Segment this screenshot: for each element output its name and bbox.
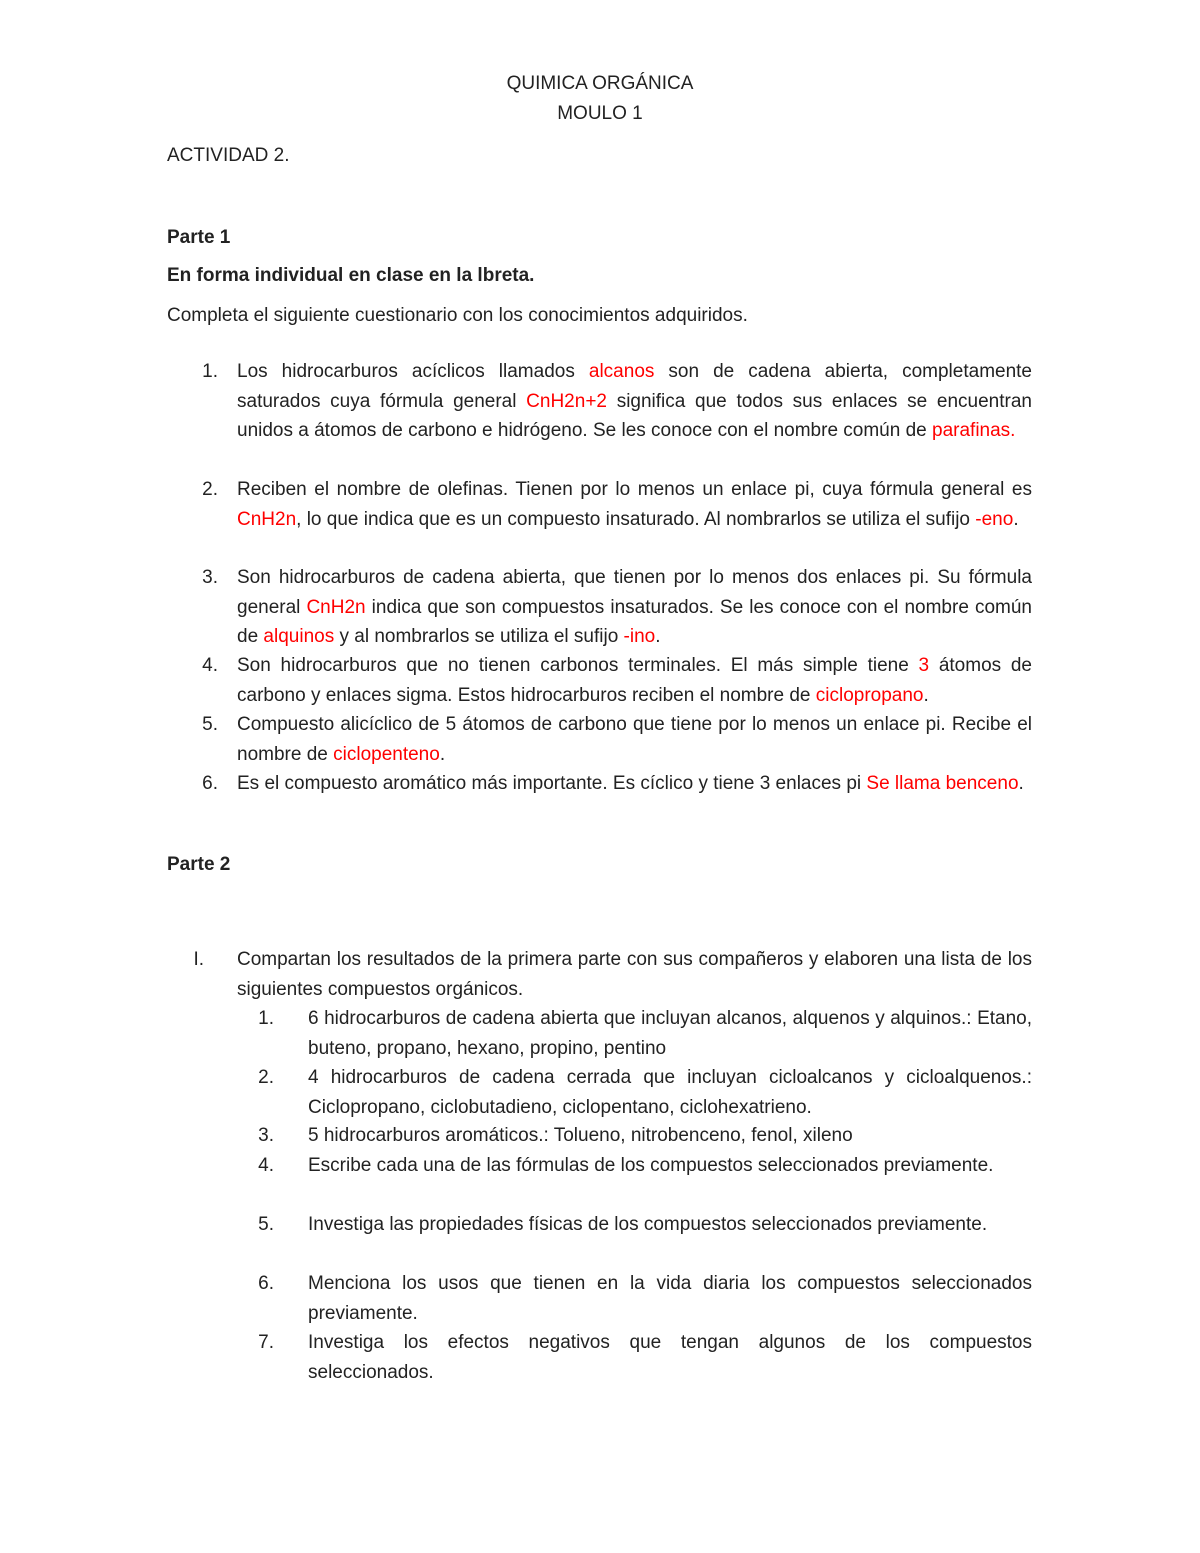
list-item: Compartan los resultados de la primera parte con sus compañeros y elaboren una lista de los siguientes compuestos orgánicos. <box>237 949 1032 1000</box>
document-subtitle: MOULO 1 <box>557 103 643 124</box>
document-title: QUIMICA ORGÁNICA <box>506 73 694 94</box>
list-number: 5. <box>258 1214 274 1235</box>
list-number: 3. <box>202 567 218 588</box>
answer-text: parafinas. <box>932 420 1016 441</box>
roman-numeral: I. <box>193 949 204 970</box>
list-number: 6. <box>258 1273 274 1294</box>
list-item: Compuesto alicíclico de 5 átomos de carbono que tiene por lo menos un enlace pi. Recibe el nombre de ciclopenteno. <box>237 714 1032 765</box>
answer-text: -eno <box>975 508 1014 530</box>
list-number: 4. <box>258 1155 274 1176</box>
answer-text: 3 <box>918 655 930 676</box>
answer-text: ciclopropano <box>815 684 924 706</box>
list-item: Son hidrocarburos de cadena abierta, que tienen por lo menos dos enlaces pi. Su fórmula general CnH2n indica que son compuestos insaturados. Se les conoce con el nombre común de alquinos y al nombrarlos se utiliza el sufijo -ino. <box>237 567 1032 647</box>
answer-text: CnH2n <box>306 596 366 618</box>
answer-text: CnH2n+2 <box>526 390 607 412</box>
list-number: 2. <box>202 479 218 500</box>
list-number: 3. <box>258 1125 274 1146</box>
list-number: 4. <box>202 655 218 676</box>
answer-text: alcanos <box>588 361 655 382</box>
list-number: 1. <box>202 361 218 382</box>
list-number: 1. <box>258 1008 274 1029</box>
list-item: 5 hidrocarburos aromáticos.: Tolueno, nitrobenceno, fenol, xileno <box>308 1125 853 1146</box>
list-item: Menciona los usos que tienen en la vida diaria los compuestos seleccionados previamente. <box>308 1273 1032 1324</box>
answer-text: ciclopenteno <box>333 743 440 765</box>
list-item: Investiga los efectos negativos que tengan algunos de los compuestos seleccionados. <box>308 1332 1032 1383</box>
list-number: 7. <box>258 1332 274 1353</box>
activity-heading: ACTIVIDAD 2. <box>167 145 290 166</box>
part1-instruction: En forma individual en clase en la lbreta. <box>167 265 535 286</box>
list-item: Escribe cada una de las fórmulas de los compuestos seleccionados previamente. <box>308 1155 994 1176</box>
list-number: 6. <box>202 773 218 794</box>
list-item: Investiga las propiedades físicas de los compuestos seleccionados previamente. <box>308 1214 988 1235</box>
part1-heading: Parte 1 <box>167 227 231 248</box>
answer-text: CnH2n <box>237 508 297 530</box>
part2-heading: Parte 2 <box>167 854 231 875</box>
answer-text: Se llama benceno <box>866 773 1019 794</box>
list-number: 2. <box>258 1067 274 1088</box>
answer-text: alquinos <box>263 626 335 647</box>
part1-intro: Completa el siguiente cuestionario con los conocimientos adquiridos. <box>167 305 748 326</box>
list-item: Los hidrocarburos acíclicos llamados alcanos son de cadena abierta, completamente saturados cuya fórmula general CnH2n+2 significa que todos sus enlaces se encuentran unidos a átomos de carbono e hidrógeno. Se les conoce con el nombre común de parafinas. <box>237 361 1032 441</box>
list-item: 6 hidrocarburos de cadena abierta que incluyan alcanos, alquenos y alquinos.: Etano, buteno, propano, hexano, propino, pentino <box>308 1008 1032 1059</box>
list-number: 5. <box>202 714 218 735</box>
list-item: Es el compuesto aromático más importante. Es cíclico y tiene 3 enlaces pi Se llama benceno. <box>237 773 1024 794</box>
list-item: Son hidrocarburos que no tienen carbonos terminales. El más simple tiene 3 átomos de carbono y enlaces sigma. Estos hidrocarburos reciben el nombre de ciclopropano. <box>237 655 1032 706</box>
answer-text: -ino <box>623 626 656 647</box>
list-item: Reciben el nombre de olefinas. Tienen por lo menos un enlace pi, cuya fórmula general es CnH2n, lo que indica que es un compuesto insaturado. Al nombrarlos se utiliza el sufijo -eno. <box>237 479 1032 530</box>
list-item: 4 hidrocarburos de cadena cerrada que incluyan cicloalcanos y cicloalquenos.: Ciclopropano, ciclobutadieno, ciclopentano, ciclohexatrieno. <box>308 1067 1032 1118</box>
